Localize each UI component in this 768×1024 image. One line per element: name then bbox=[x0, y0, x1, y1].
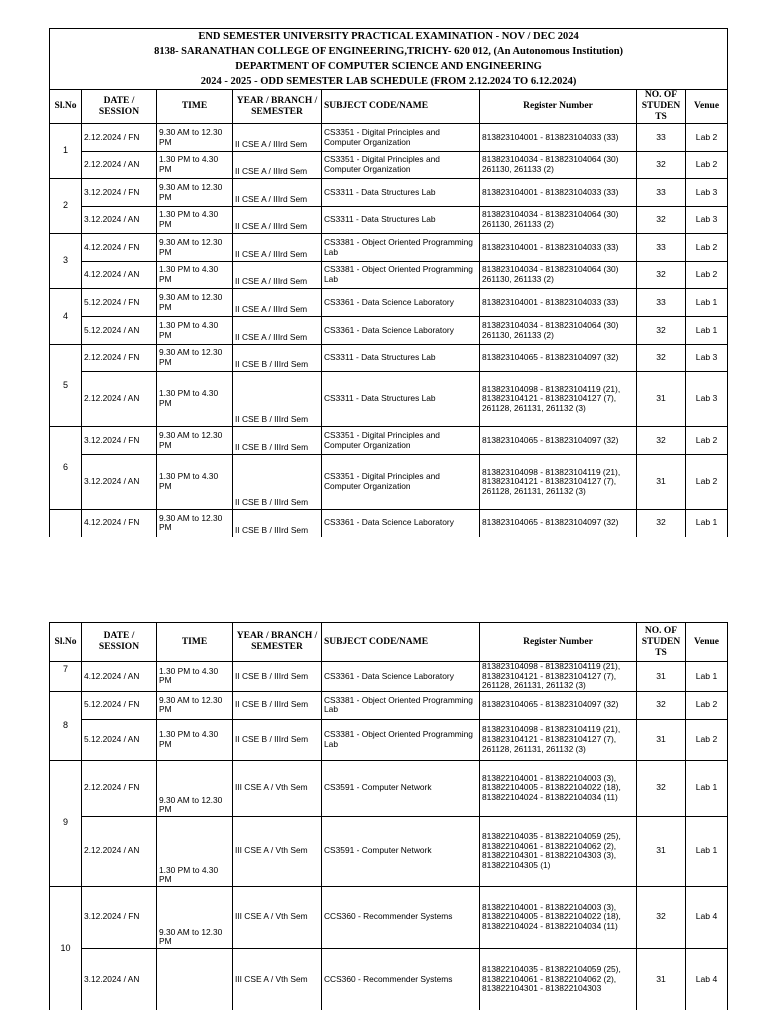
serial-number: 6 bbox=[50, 427, 82, 510]
student-count: 33 bbox=[637, 179, 686, 207]
session-time: 1.30 PM to 4.30 PM bbox=[157, 455, 233, 510]
schedule-body-page-2 bbox=[50, 662, 728, 1011]
year-branch-semester: II CSE A / IIIrd Sem bbox=[233, 262, 322, 289]
year-branch-semester: II CSE A / IIIrd Sem bbox=[233, 234, 322, 262]
schedule-table-page-2 bbox=[49, 622, 728, 1010]
session-date: 2.12.2024 / FN bbox=[82, 345, 157, 372]
venue: Lab 4 bbox=[686, 886, 728, 948]
session-time: 9.30 AM to 12.30 PM bbox=[157, 510, 233, 537]
session-time: 9.30 AM to 12.30 PM bbox=[157, 179, 233, 207]
session-time: 9.30 AM to 12.30 PM bbox=[157, 345, 233, 372]
student-count: 32 bbox=[637, 152, 686, 179]
year-branch-semester: II CSE B / IIIrd Sem bbox=[233, 691, 322, 719]
session-date: 3.12.2024 / FN bbox=[82, 427, 157, 455]
student-count: 32 bbox=[637, 760, 686, 816]
register-numbers: 813823104034 - 813823104064 (30) 261130, 261133 (2) bbox=[480, 317, 637, 345]
year-branch-semester: II CSE A / IIIrd Sem bbox=[233, 317, 322, 345]
year-branch-semester: II CSE B / IIIrd Sem bbox=[233, 662, 322, 692]
table-row bbox=[50, 886, 728, 948]
venue: Lab 1 bbox=[686, 289, 728, 317]
session-time: 9.30 AM to 12.30 PM bbox=[157, 760, 233, 816]
table-row bbox=[50, 234, 728, 262]
session-time: 9.30 AM to 12.30 PM bbox=[157, 427, 233, 455]
col-subject: SUBJECT CODE/NAME bbox=[322, 90, 480, 124]
student-count: 32 bbox=[637, 345, 686, 372]
year-branch-semester: II CSE B / IIIrd Sem bbox=[233, 372, 322, 427]
register-numbers: 813823104001 - 813823104033 (33) bbox=[480, 289, 637, 317]
register-numbers: 813822104035 - 813822104059 (25), 813822104061 - 813822104062 (2), 813822104301 - 813822104303 (3), 813822104305 (1) bbox=[480, 816, 637, 886]
venue: Lab 2 bbox=[686, 455, 728, 510]
col-students: NO. OF STUDEN TS bbox=[637, 90, 686, 124]
venue: Lab 3 bbox=[686, 179, 728, 207]
venue: Lab 1 bbox=[686, 662, 728, 692]
year-branch-semester: II CSE B / IIIrd Sem bbox=[233, 719, 322, 760]
session-time: 1.30 PM to 4.30 PM bbox=[157, 719, 233, 760]
register-numbers: 813823104001 - 813823104033 (33) bbox=[480, 179, 637, 207]
subject-code-name: CS3311 - Data Structures Lab bbox=[322, 345, 480, 372]
register-numbers: 813823104065 - 813823104097 (32) bbox=[480, 345, 637, 372]
year-branch-semester: II CSE B / IIIrd Sem bbox=[233, 427, 322, 455]
session-date: 4.12.2024 / FN bbox=[82, 234, 157, 262]
serial-number: 4 bbox=[50, 289, 82, 345]
subject-code-name: CS3361 - Data Science Laboratory bbox=[322, 317, 480, 345]
department-name: DEPARTMENT OF COMPUTER SCIENCE AND ENGINEERING bbox=[50, 59, 728, 74]
register-numbers: 813823104065 - 813823104097 (32) bbox=[480, 427, 637, 455]
subject-code-name: CS3381 - Object Oriented Programming Lab bbox=[322, 719, 480, 760]
student-count: 32 bbox=[637, 262, 686, 289]
exam-title: END SEMESTER UNIVERSITY PRACTICAL EXAMINATION - NOV / DEC 2024 bbox=[50, 29, 728, 45]
session-date: 3.12.2024 / AN bbox=[82, 207, 157, 234]
session-date: 2.12.2024 / AN bbox=[82, 152, 157, 179]
col-time: TIME bbox=[157, 90, 233, 124]
table-row bbox=[50, 289, 728, 317]
col-slno: Sl.No bbox=[50, 623, 82, 662]
col-year: YEAR / BRANCH / SEMESTER bbox=[233, 623, 322, 662]
table-row bbox=[50, 455, 728, 510]
venue: Lab 3 bbox=[686, 345, 728, 372]
col-students: NO. OF STUDEN TS bbox=[637, 623, 686, 662]
session-time bbox=[157, 948, 233, 1010]
session-time: 9.30 AM to 12.30 PM bbox=[157, 234, 233, 262]
col-time: TIME bbox=[157, 623, 233, 662]
subject-code-name: CCS360 - Recommender Systems bbox=[322, 948, 480, 1010]
register-numbers: 813823104098 - 813823104119 (21), 813823104121 - 813823104127 (7), 261128, 261131, 261132 (3) bbox=[480, 455, 637, 510]
session-time: 9.30 AM to 12.30 PM bbox=[157, 886, 233, 948]
student-count: 31 bbox=[637, 455, 686, 510]
register-numbers: 813822104035 - 813822104059 (25), 813822104061 - 813822104062 (2), 813822104301 - 813822104303 bbox=[480, 948, 637, 1010]
subject-code-name: CS3591 - Computer Network bbox=[322, 760, 480, 816]
serial-number: 5 bbox=[50, 345, 82, 427]
table-row bbox=[50, 372, 728, 427]
session-date: 3.12.2024 / FN bbox=[82, 179, 157, 207]
year-branch-semester: II CSE A / IIIrd Sem bbox=[233, 289, 322, 317]
register-numbers: 813823104065 - 813823104097 (32) bbox=[480, 691, 637, 719]
serial-number bbox=[50, 510, 82, 537]
col-venue: Venue bbox=[686, 623, 728, 662]
table-row bbox=[50, 207, 728, 234]
subject-code-name: CS3591 - Computer Network bbox=[322, 816, 480, 886]
venue: Lab 1 bbox=[686, 816, 728, 886]
table-row bbox=[50, 816, 728, 886]
subject-code-name: CS3311 - Data Structures Lab bbox=[322, 179, 480, 207]
session-date: 3.12.2024 / AN bbox=[82, 455, 157, 510]
register-numbers: 813822104001 - 813822104003 (3), 813822104005 - 813822104022 (18), 813822104024 - 813822104034 (11) bbox=[480, 760, 637, 816]
student-count: 32 bbox=[637, 427, 686, 455]
session-time: 1.30 PM to 4.30 PM bbox=[157, 152, 233, 179]
session-date: 4.12.2024 / AN bbox=[82, 662, 157, 692]
venue: Lab 1 bbox=[686, 760, 728, 816]
schedule-title: 2024 - 2025 - ODD SEMESTER LAB SCHEDULE (FROM 2.12.2024 TO 6.12.2024) bbox=[50, 74, 728, 90]
session-date: 2.12.2024 / AN bbox=[82, 372, 157, 427]
subject-code-name: CS3351 - Digital Principles and Computer Organization bbox=[322, 152, 480, 179]
session-date: 5.12.2024 / FN bbox=[82, 289, 157, 317]
venue: Lab 2 bbox=[686, 234, 728, 262]
subject-code-name: CS3311 - Data Structures Lab bbox=[322, 207, 480, 234]
student-count: 31 bbox=[637, 662, 686, 692]
col-register: Register Number bbox=[480, 90, 637, 124]
col-year: YEAR / BRANCH / SEMESTER bbox=[233, 90, 322, 124]
subject-code-name: CS3361 - Data Science Laboratory bbox=[322, 510, 480, 537]
serial-number: 2 bbox=[50, 179, 82, 234]
student-count: 31 bbox=[637, 948, 686, 1010]
table-row bbox=[50, 760, 728, 816]
subject-code-name: CS3361 - Data Science Laboratory bbox=[322, 289, 480, 317]
col-subject: SUBJECT CODE/NAME bbox=[322, 623, 480, 662]
subject-code-name: CS3381 - Object Oriented Programming Lab bbox=[322, 691, 480, 719]
venue: Lab 1 bbox=[686, 510, 728, 537]
student-count: 32 bbox=[637, 691, 686, 719]
student-count: 31 bbox=[637, 372, 686, 427]
college-name: 8138- SARANATHAN COLLEGE OF ENGINEERING,TRICHY- 620 012, (An Autonomous Institution) bbox=[50, 44, 728, 59]
col-date: DATE / SESSION bbox=[82, 623, 157, 662]
register-numbers: 813823104098 - 813823104119 (21), 813823104121 - 813823104127 (7), 261128, 261131, 261132 (3) bbox=[480, 719, 637, 760]
year-branch-semester: III CSE A / Vth Sem bbox=[233, 886, 322, 948]
student-count: 33 bbox=[637, 234, 686, 262]
table-row bbox=[50, 427, 728, 455]
session-date: 2.12.2024 / AN bbox=[82, 816, 157, 886]
venue: Lab 3 bbox=[686, 372, 728, 427]
subject-code-name: CS3361 - Data Science Laboratory bbox=[322, 662, 480, 692]
table-row bbox=[50, 124, 728, 152]
year-branch-semester: III CSE A / Vth Sem bbox=[233, 760, 322, 816]
session-time: 9.30 AM to 12.30 PM bbox=[157, 124, 233, 152]
register-numbers: 813823104034 - 813823104064 (30) 261130, 261133 (2) bbox=[480, 262, 637, 289]
subject-code-name: CS3351 - Digital Principles and Computer Organization bbox=[322, 455, 480, 510]
register-numbers: 813823104001 - 813823104033 (33) bbox=[480, 124, 637, 152]
subject-code-name: CS3381 - Object Oriented Programming Lab bbox=[322, 262, 480, 289]
register-numbers: 813823104034 - 813823104064 (30) 261130, 261133 (2) bbox=[480, 207, 637, 234]
session-time: 1.30 PM to 4.30 PM bbox=[157, 207, 233, 234]
year-branch-semester: II CSE B / IIIrd Sem bbox=[233, 345, 322, 372]
session-date: 4.12.2024 / FN bbox=[82, 510, 157, 537]
serial-number: 10 bbox=[50, 886, 82, 1010]
col-venue: Venue bbox=[686, 90, 728, 124]
year-branch-semester: II CSE A / IIIrd Sem bbox=[233, 179, 322, 207]
subject-code-name: CS3351 - Digital Principles and Computer Organization bbox=[322, 124, 480, 152]
serial-number: 8 bbox=[50, 691, 82, 760]
student-count: 31 bbox=[637, 719, 686, 760]
session-date: 5.12.2024 / AN bbox=[82, 719, 157, 760]
table-row bbox=[50, 152, 728, 179]
column-header-row bbox=[50, 623, 728, 662]
year-branch-semester: II CSE A / IIIrd Sem bbox=[233, 152, 322, 179]
session-time: 1.30 PM to 4.30 PM bbox=[157, 317, 233, 345]
table-row bbox=[50, 662, 728, 692]
table-row bbox=[50, 317, 728, 345]
subject-code-name: CCS360 - Recommender Systems bbox=[322, 886, 480, 948]
serial-number: 9 bbox=[50, 760, 82, 886]
year-branch-semester: II CSE A / IIIrd Sem bbox=[233, 207, 322, 234]
table-row bbox=[50, 948, 728, 1010]
session-date: 2.12.2024 / FN bbox=[82, 124, 157, 152]
table-row bbox=[50, 691, 728, 719]
session-time: 1.30 PM to 4.30 PM bbox=[157, 262, 233, 289]
col-date: DATE / SESSION bbox=[82, 90, 157, 124]
student-count: 31 bbox=[637, 816, 686, 886]
subject-code-name: CS3381 - Object Oriented Programming Lab bbox=[322, 234, 480, 262]
table-row bbox=[50, 262, 728, 289]
serial-number: 7 bbox=[50, 662, 82, 692]
column-header-row bbox=[50, 90, 728, 124]
venue: Lab 2 bbox=[686, 124, 728, 152]
year-branch-semester: II CSE B / IIIrd Sem bbox=[233, 510, 322, 537]
table-row bbox=[50, 719, 728, 760]
session-date: 5.12.2024 / AN bbox=[82, 317, 157, 345]
register-numbers: 813823104098 - 813823104119 (21), 813823104121 - 813823104127 (7), 261128, 261131, 261132 (3) bbox=[480, 372, 637, 427]
session-time: 9.30 AM to 12.30 PM bbox=[157, 289, 233, 317]
session-time: 1.30 PM to 4.30 PM bbox=[157, 372, 233, 427]
register-numbers: 813823104034 - 813823104064 (30) 261130, 261133 (2) bbox=[480, 152, 637, 179]
session-date: 3.12.2024 / AN bbox=[82, 948, 157, 1010]
register-numbers: 813822104001 - 813822104003 (3), 813822104005 - 813822104022 (18), 813822104024 - 813822104034 (11) bbox=[480, 886, 637, 948]
student-count: 32 bbox=[637, 886, 686, 948]
student-count: 32 bbox=[637, 317, 686, 345]
session-time: 1.30 PM to 4.30 PM bbox=[157, 662, 233, 692]
year-branch-semester: III CSE A / Vth Sem bbox=[233, 816, 322, 886]
venue: Lab 2 bbox=[686, 691, 728, 719]
session-time: 1.30 PM to 4.30 PM bbox=[157, 816, 233, 886]
subject-code-name: CS3351 - Digital Principles and Computer Organization bbox=[322, 427, 480, 455]
subject-code-name: CS3311 - Data Structures Lab bbox=[322, 372, 480, 427]
student-count: 32 bbox=[637, 510, 686, 537]
venue: Lab 2 bbox=[686, 152, 728, 179]
schedule-body-page-1 bbox=[50, 124, 728, 537]
session-date: 4.12.2024 / AN bbox=[82, 262, 157, 289]
year-branch-semester: III CSE A / Vth Sem bbox=[233, 948, 322, 1010]
venue: Lab 3 bbox=[686, 207, 728, 234]
year-branch-semester: II CSE A / IIIrd Sem bbox=[233, 124, 322, 152]
student-count: 33 bbox=[637, 289, 686, 317]
table-row bbox=[50, 345, 728, 372]
schedule-table-page-1 bbox=[49, 28, 728, 537]
venue: Lab 2 bbox=[686, 427, 728, 455]
table-row bbox=[50, 179, 728, 207]
col-register: Register Number bbox=[480, 623, 637, 662]
venue: Lab 4 bbox=[686, 948, 728, 1010]
venue: Lab 2 bbox=[686, 262, 728, 289]
serial-number: 3 bbox=[50, 234, 82, 289]
student-count: 32 bbox=[637, 207, 686, 234]
session-time: 9.30 AM to 12.30 PM bbox=[157, 691, 233, 719]
session-date: 3.12.2024 / FN bbox=[82, 886, 157, 948]
year-branch-semester: II CSE B / IIIrd Sem bbox=[233, 455, 322, 510]
register-numbers: 813823104098 - 813823104119 (21), 813823104121 - 813823104127 (7), 261128, 261131, 261132 (3) bbox=[480, 662, 637, 692]
register-numbers: 813823104001 - 813823104033 (33) bbox=[480, 234, 637, 262]
table-row bbox=[50, 510, 728, 537]
venue: Lab 2 bbox=[686, 719, 728, 760]
session-date: 2.12.2024 / FN bbox=[82, 760, 157, 816]
serial-number: 1 bbox=[50, 124, 82, 179]
session-date: 5.12.2024 / FN bbox=[82, 691, 157, 719]
register-numbers: 813823104065 - 813823104097 (32) bbox=[480, 510, 637, 537]
col-slno: Sl.No bbox=[50, 90, 82, 124]
venue: Lab 1 bbox=[686, 317, 728, 345]
student-count: 33 bbox=[637, 124, 686, 152]
